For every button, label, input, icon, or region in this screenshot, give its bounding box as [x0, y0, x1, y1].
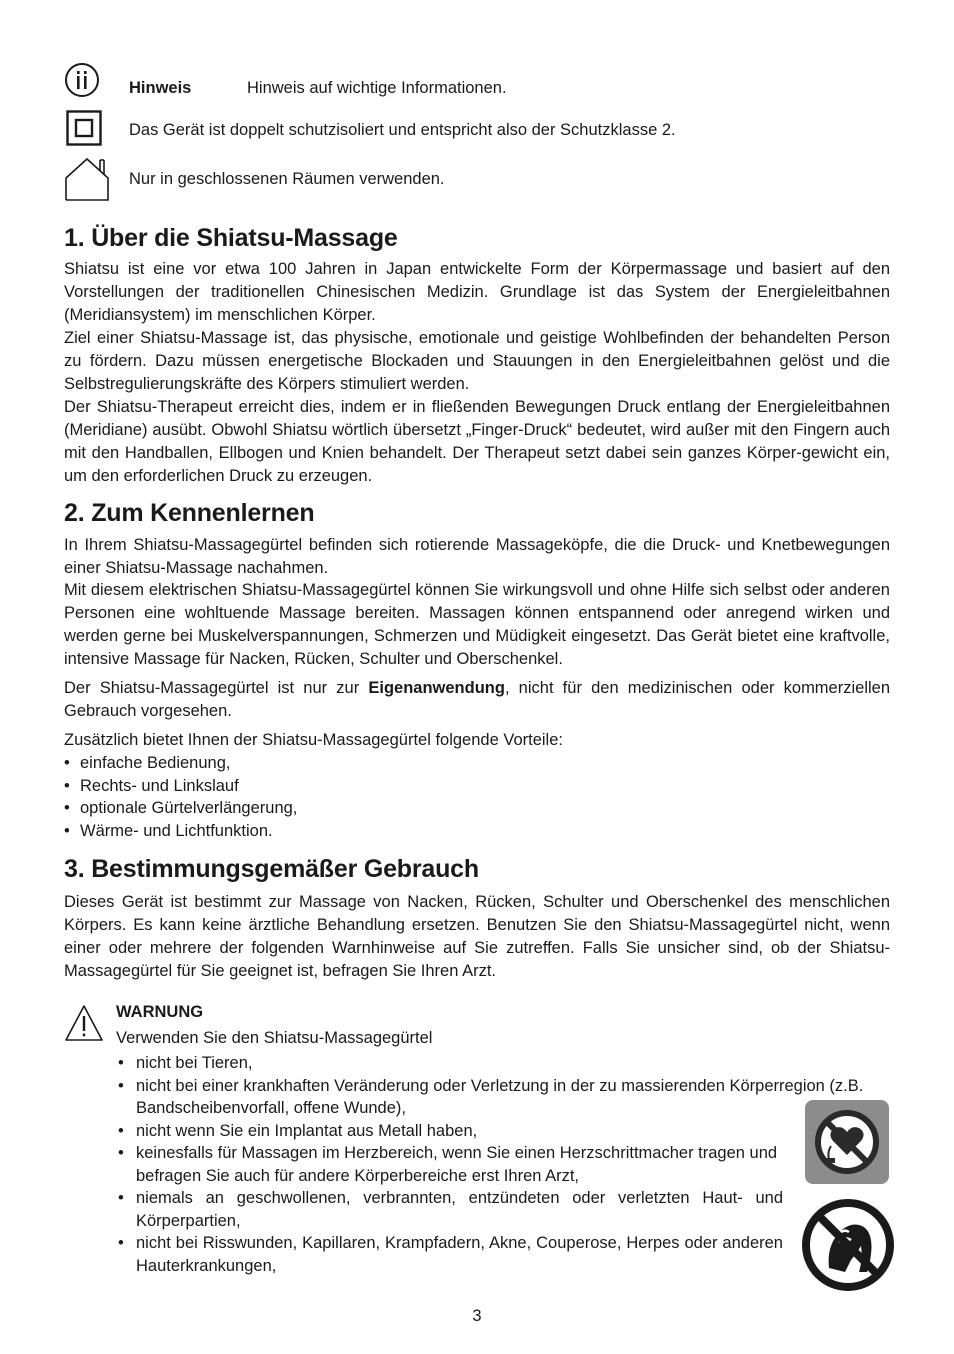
list-item: • Wärme- und Lichtfunktion. — [64, 820, 297, 843]
section-1-paragraph-2: Ziel einer Shiatsu-Massage ist, das physische, emotionale und geistige Wohlbefinden der behandelten Person zu fördern. Dazu müssen energetische Blockaden und Stauungen in den Energieleitbahnen gelöst und die Selbstregulierungskräfte des Körpers stimuliert werden. — [64, 329, 890, 393]
page-number: 3 — [472, 1307, 482, 1325]
list-item: • keinesfalls für Massagen im Herzbereich, wenn Sie einen Herzschrittmacher tragen und befragen Sie auch für andere Körperbereiche erst Ihren Arzt, — [116, 1142, 786, 1187]
section-2-paragraph-1: In Ihrem Shiatsu-Massagegürtel befinden sich rotierende Massageköpfe, die die Druck- und Knetbewegungen einer Shiatsu-Massage nachahmen. — [64, 536, 890, 577]
section-3-heading: 3. Bestimmungsgemäßer Gebrauch — [64, 855, 479, 883]
list-item: • niemals an geschwollenen, verbrannten, entzündeten oder verletzten Haut- und Körperpartien, — [116, 1187, 783, 1232]
warning-triangle-icon — [64, 1004, 104, 1042]
section-1-paragraph-3: Der Shiatsu-Therapeut erreicht dies, indem er in fließenden Bewegungen Druck entlang der Energieleitbahnen (Meridiane) ausübt. Obwohl Shiatsu wörtlich übersetzt „Finger-Druck“ bedeutet, wird außer mit den Fingern auch mit den Handballen, Ellbogen und Knien behandelt. Der Therapeut setzt dabei sein ganzes Körper-gewicht ein, um den erforderlichen Druck zu erzeugen. — [64, 398, 890, 485]
features-list — [64, 752, 297, 842]
warning-list — [116, 1052, 890, 1277]
list-item: • nicht bei Risswunden, Kapillaren, Krampfadern, Akne, Couperose, Herpes oder anderen Hauterkrankungen, — [116, 1232, 783, 1277]
intended-use-post: , nicht für den medizinischen oder kommerziellen Gebrauch vorgesehen. — [64, 679, 891, 720]
section-1-heading: 1. Über die Shiatsu-Massage — [64, 224, 398, 252]
class2-text: Das Gerät ist doppelt schutzisoliert und entspricht also der Schutzklasse 2. — [129, 121, 676, 139]
list-item: • optionale Gürtelverlängerung, — [64, 797, 297, 820]
section-1-paragraph-1: Shiatsu ist eine vor etwa 100 Jahren in Japan entwickelte Form der Körpermassage und basiert auf den Vorstellungen der traditionellen Chinesischen Medizin. Grundlage ist das System der Energieleitbahnen (Meridiansystem) im menschlichen Körper. — [64, 260, 890, 324]
section-2-paragraph-2: Mit diesem elektrischen Shiatsu-Massagegürtel können Sie wirkungsvoll und ohne Hilfe sich selbst oder anderen Personen eine wohltuende Massage bereiten. Massagen können entspannend oder anregend wirken und werden gerne bei Muskelverspannungen, Schmerzen und Müdigkeit eingesetzt. Das Gerät bietet eine kraftvolle, intensive Massage für Nacken, Rücken, Schulter und Oberschenkel. — [64, 581, 890, 668]
hint-text: Hinweis auf wichtige Informationen. — [247, 79, 507, 97]
intended-use-pre: Der Shiatsu-Massagegürtel ist nur zur — [64, 679, 369, 697]
indoor-row — [129, 170, 445, 189]
protection-class-2-icon — [66, 110, 102, 146]
list-item: • Rechts- und Linkslauf — [64, 775, 297, 798]
list-item: • einfache Bedienung, — [64, 752, 297, 775]
section-2-paragraph-4: Zusätzlich bietet Ihnen der Shiatsu-Massagegürtel folgende Vorteile: — [64, 731, 563, 749]
indoor-text: Nur in geschlossenen Räumen verwenden. — [129, 170, 445, 188]
indoor-use-house-icon — [64, 156, 110, 202]
section-2-paragraph-3 — [64, 677, 890, 723]
hint-row — [64, 79, 507, 98]
list-item: • nicht bei Tieren, — [116, 1052, 886, 1075]
warning-intro: Verwenden Sie den Shiatsu-Massagegürtel — [116, 1029, 433, 1047]
section-2-heading: 2. Zum Kennenlernen — [64, 499, 315, 527]
intended-use-bold: Eigenanwendung — [368, 679, 505, 697]
hint-label: Hinweis — [129, 79, 192, 97]
warning-title: WARNUNG — [116, 1003, 204, 1021]
section-3-paragraph-1: Dieses Gerät ist bestimmt zur Massage von Nacken, Rücken, Schulter und Oberschenkel des menschlichen Körpers. Es kann keine ärztliche Behandlung ersetzen. Benutzen Sie den Shiatsu-Massagegürtel nicht, wenn einer oder mehrere der folgenden Warnhinweise auf Sie zutreffen. Falls Sie unsicher sind, ob der Shiatsu-Massagegürtel für Sie geeignet ist, befragen Sie Ihren Arzt. — [64, 893, 890, 980]
list-item: • nicht wenn Sie ein Implantat aus Metall haben, — [116, 1120, 786, 1143]
class2-row — [129, 121, 676, 140]
list-item: • nicht bei einer krankhaften Veränderung oder Verletzung in der zu massierenden Körperregion (z.B. Bandscheibenvorfall, offene Wunde), — [116, 1075, 890, 1120]
